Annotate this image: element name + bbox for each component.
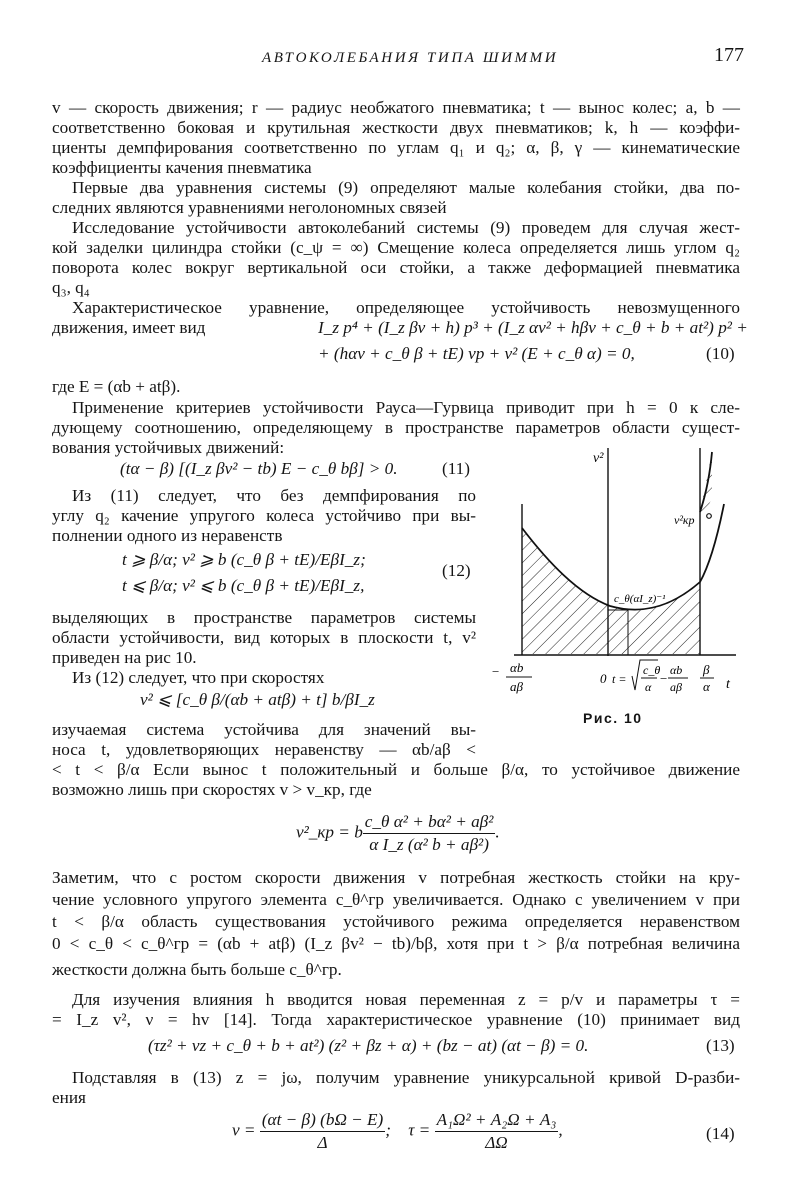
equation-number: (13) <box>706 1036 735 1055</box>
equation-11: (tα − β) [(I_z βv² − tb) E − c_θ bβ] > 0. <box>120 459 398 478</box>
tick-right-num: β <box>703 662 710 677</box>
vkr-point <box>707 514 712 519</box>
eq14-tail: , <box>558 1120 563 1140</box>
tick-left-sign: − <box>492 664 500 679</box>
eq14-separator: ; <box>385 1120 392 1140</box>
vkr-tail: . <box>495 822 500 842</box>
nu-denominator: Δ <box>317 1133 328 1152</box>
nu-fraction <box>260 1110 385 1153</box>
text-line: Заметим, что с ростом скорости движения v потребная жесткость стойки на кру- <box>52 868 740 887</box>
text-line: носа t, удовлетворяющих неравенству — αb/aβ < <box>52 740 476 759</box>
text-line: v — скорость движения; r — радиус необжатого пневматика; t — вынос колес; a, b — <box>52 98 740 117</box>
equation-v2: v² ⩽ [c_θ β/(αb + atβ) + t] b/βI_z <box>140 690 375 709</box>
tick-mid-sign: − <box>660 671 668 686</box>
min-value-label: c_θ(αI_z)⁻¹ <box>614 593 666 605</box>
tick-sqrt-prefix: t = <box>612 672 627 686</box>
tick-mid-den: aβ <box>670 680 682 694</box>
text-line: жесткости должна быть больше c_θ^гр. <box>52 960 342 979</box>
equation-number: (11) <box>442 459 470 478</box>
text-line: вования устойчивых движений: <box>52 438 285 457</box>
equation-10-line-2: + (hαv + c_θ β + tE) vp + v² (E + c_θ α) = 0, <box>318 344 635 363</box>
text-line: Для изучения влияния h вводится новая переменная z = p/v и параметры τ = <box>72 990 740 1009</box>
text-line: изучаемая система устойчива для значений вы- <box>52 720 476 739</box>
vkr-label: v²кр <box>674 513 695 527</box>
text-line: Из (12) следует, что при скоростях <box>72 668 325 687</box>
equation-number: (12) <box>442 561 471 580</box>
figure-caption: Рис. 10 <box>583 710 643 726</box>
text-line: кой заделки цилиндра стойки (c_ψ = ∞) Смещение колеса определяется лишь углом q₂ <box>52 238 740 257</box>
running-title: АВТОКОЛЕБАНИЯ ТИПА ШИММИ <box>262 50 559 66</box>
nu-lhs: ν = <box>232 1120 256 1140</box>
text-line: Применение критериев устойчивости Рауса—Гурвица приводит при h = 0 к сле- <box>72 398 740 417</box>
equation-number: (10) <box>706 344 735 363</box>
tick-left-den: aβ <box>510 679 523 694</box>
equation-13: (τz² + νz + c_θ + b + at²) (z² + βz + α) + (bz − at) (αt − β) = 0. <box>148 1036 589 1055</box>
tick-mid-num: αb <box>670 663 683 677</box>
equation-10-line-1: I_z p⁴ + (I_z βv + h) p³ + (I_z αv² + hβv + c_θ + b + at²) p² + <box>318 318 748 337</box>
vkr-denominator: α I_z (α² b + aβ²) <box>369 835 489 854</box>
text-line: Характеристическое уравнение, определяющее устойчивость невозмущенного <box>72 298 740 317</box>
y-axis-label: v² <box>593 451 604 466</box>
text-line: коэффициенты качения пневматика <box>52 158 312 177</box>
text-line: Исследование устойчивости автоколебаний системы (9) проведем для случая жест- <box>72 218 740 237</box>
stable-region-left <box>518 504 708 659</box>
nu-numerator: (αt − β) (bΩ − E) <box>260 1110 385 1132</box>
tau-lhs: τ = <box>408 1120 431 1140</box>
text-line: поворота колес вокруг вертикальной оси стойки, а также деформацией пневматика <box>52 258 740 277</box>
stable-region-right <box>693 444 718 524</box>
vkr-numerator: c_θ α² + bα² + aβ² <box>363 812 496 834</box>
tau-numerator: A₁Ω² + A₂Ω + A₃ <box>435 1110 559 1132</box>
text-line: чение условного упругого элемента c_θ^гр увеличивается. Однако с увеличением v при <box>52 890 740 909</box>
text-line: q₃, q₄ <box>52 278 90 297</box>
text-line: движения, имеет вид <box>52 318 206 337</box>
tick-sqrt-den: α <box>645 680 652 694</box>
tick-right-den: α <box>703 679 710 694</box>
equation-14 <box>232 1110 563 1153</box>
text-line: < t < β/α Если вынос t положительный и больше β/α, то устойчивое движение <box>52 760 740 779</box>
text-line: Первые два уравнения системы (9) определяют малые колебания стойки, два по- <box>72 178 740 197</box>
text-line: Подставляя в (13) z = jω, получим уравнение уникурсальной кривой D-разби- <box>72 1068 740 1087</box>
text-line: где E = (αb + atβ). <box>52 377 181 396</box>
text-line: соответственно боковая и крутильная жесткости двух пневматиков; k, h — коэффи- <box>52 118 740 137</box>
equation-number: (14) <box>706 1124 735 1143</box>
text-line: области устойчивости, вид которых в плоскости t, v² <box>52 628 476 647</box>
text-line: полнении одного из неравенств <box>52 526 283 545</box>
equation-vkr <box>296 812 500 855</box>
text-line: t < β/α область существования устойчивого режима определяется неравенством <box>52 912 740 931</box>
equation-12-line-2: t ⩽ β/α; v² ⩽ b (c_θ β + tE)/EβI_z, <box>122 576 365 595</box>
tau-denominator: ΔΩ <box>485 1133 508 1152</box>
text-line: выделяющих в пространстве параметров системы <box>52 608 476 627</box>
text-line: возможно лишь при скоростях v > v_кр, где <box>52 780 372 799</box>
text-line: следних являются уравнениями неголономных связей <box>52 198 447 217</box>
text-line: ения <box>52 1088 86 1107</box>
vkr-fraction <box>363 812 496 855</box>
figure-10 <box>488 444 744 706</box>
equation-12-line-1: t ⩾ β/α; v² ⩾ b (c_θ β + tE)/EβI_z; <box>122 550 366 569</box>
text-line: 0 < c_θ < c_θ^гр = (αb + atβ) (I_z βv² − tb)/bβ, хотя при t > β/α потребная величина <box>52 934 740 953</box>
tick-left-num: αb <box>510 660 524 675</box>
running-header <box>0 44 796 74</box>
text-line: углу q₂ качение упругого колеса устойчиво при вы- <box>52 506 476 525</box>
text-line: Из (11) следует, что без демпфирования по <box>72 486 476 505</box>
page-number: 177 <box>714 44 744 66</box>
tau-fraction <box>435 1110 559 1153</box>
vkr-lhs: v²_кр = b <box>296 822 363 842</box>
text-line: = I_z v², ν = hv [14]. Тогда характеристическое уравнение (10) принимает вид <box>52 1010 740 1029</box>
text-line: приведен на рис 10. <box>52 648 197 667</box>
origin-label: 0 <box>600 671 607 686</box>
tick-sqrt-num: c_θ <box>643 663 661 677</box>
text-line: циенты демпфирования соответственно по углам q₁ и q₂; α, β, γ — кинематические <box>52 138 740 157</box>
x-axis-label: t <box>726 677 730 692</box>
text-line: дующему соотношению, определяющему в пространстве параметров области сущест- <box>52 418 740 437</box>
